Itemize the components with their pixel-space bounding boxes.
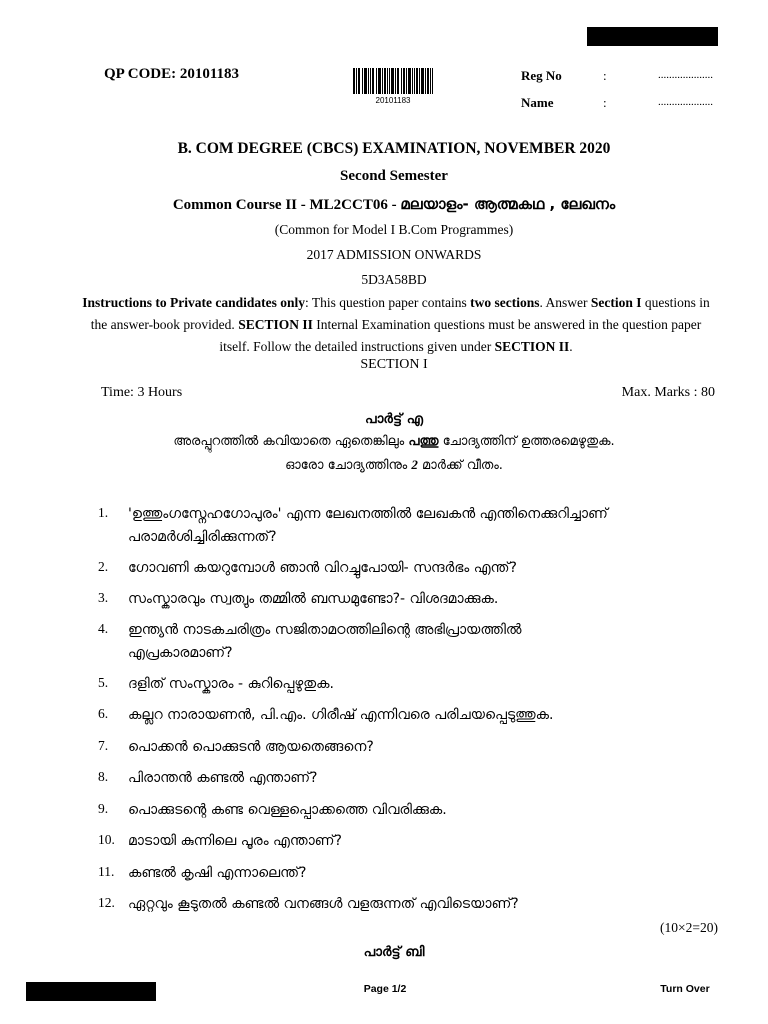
question-text: 'ഉത്തുംഗസ്നേഹഗോപുരം' എന്ന ലേഖനത്തിൽ ലേഖകൻ എന്തിനെക്കുറിച്ചാണ് പരാമർശിച്ചിരിക്കുന്നത്? [128,506,608,545]
name-field: .................... [658,96,713,108]
redaction-bottom [26,982,156,1001]
part-a-title: പാർട്ട് എ [365,411,423,427]
question-number: 9. [98,801,109,816]
question-number: 3. [98,590,109,605]
instr2-c: മാർക്ക് വീതം. [417,458,503,473]
instr2-b: 2 [411,457,418,472]
common-for: (Common for Model I B.Com Programmes) [274,222,514,237]
exam-title: B. COM DEGREE (CBCS) EXAMINATION, NOVEMBER 2020 [177,140,611,157]
question-text: ദളിത് സംസ്കാരം - കുറിപ്പെഴുതുക. [128,676,334,692]
instr-text-2: . Answer [539,295,591,310]
course-code: Common Course II - ML2CCT06 - [172,197,401,213]
instr-text-5: . [569,339,573,354]
course-title [40,195,748,214]
instr-bold-5: SECTION II [494,339,570,354]
instr1-a: അരപ്പുറത്തിൽ കവിയാതെ ഏതെങ്കിലും [173,434,409,449]
instr2-a: ഓരോ ചോദ്യത്തിനും [285,458,412,473]
time-allowed: Time: 3 Hours [101,385,183,400]
question-text: ഏറ്റവും കൂടുതൽ കണ്ടൽ വനങ്ങൾ വളരുന്നത് എവിടെയാണ്? [128,896,519,912]
name-label: Name [521,95,554,110]
question-text: കല്ലറ നാരായണൻ, പി.എം. ഗിരീഷ് എന്നിവരെ പരിചയപ്പെടുത്തുക. [128,707,554,723]
part-a-instruction-2 [40,457,748,473]
reg-no-label: Reg No [521,68,562,83]
private-candidate-instructions [78,292,714,358]
instr1-c: ചോദ്യത്തിന് ഉത്തരമെഴുതുക. [438,434,615,449]
name-colon: : [603,95,607,110]
course-name-ml: മലയാളം- ആത്മകഥ , ലേഖനം [400,195,616,213]
question-number: 12. [98,895,115,910]
question-number: 8. [98,769,109,784]
question-text: പൊക്കുടന്റെ കണ്ട വെള്ളപ്പൊക്കത്തെ വിവരിക്കുക. [128,802,447,818]
semester-title: Second Semester [340,168,448,184]
question-number: 4. [98,621,109,636]
question-text: സംസ്കാരവും സ്വത്വും തമ്മിൽ ബന്ധമുണ്ടോ?- വിശദമാക്കുക. [128,591,499,607]
question-text: ഗോവണി കയറുമ്പോൾ ഞാൻ വിറച്ചുപോയി- സന്ദർഭം എന്ത്? [128,560,517,576]
instr-text-1: : This question paper contains [305,295,471,310]
part-a-instruction-1 [40,434,748,449]
admission-line: 2017 ADMISSION ONWARDS [306,247,482,262]
barcode-number: 20101183 [375,96,411,105]
reg-no-field: .................... [658,69,713,81]
instr-bold-3: Section I [590,295,642,310]
barcode-icon [353,68,433,94]
paper-code: 5D3A58BD [361,272,427,287]
reg-no-colon: : [603,68,607,83]
turn-over: Turn Over [660,983,710,995]
question-number: 6. [98,706,109,721]
max-marks: Max. Marks : 80 [621,385,715,400]
question-number: 5. [98,675,109,690]
part-b-title: പാർട്ട് ബി [363,944,425,960]
instr-bold-2: two sections [470,295,540,310]
question-number: 7. [98,738,109,753]
question-text: പൊക്കൻ പൊക്കുടൻ ആയതെങ്ങനെ? [128,739,374,755]
instr-text-3: questions in the answer-book provided. [90,295,710,332]
qp-code: QP CODE: 20101183 [104,66,240,82]
question-number: 2. [98,559,109,574]
question-number: 10. [98,832,115,847]
section-one-title: SECTION I [360,357,428,372]
question-text: ഇന്ത്യൻ നാടകചരിത്രം സജിതാമഠത്തിലിന്റെ അഭിപ്രായത്തിൽ എപ്രകാരമാണ്? [128,622,522,661]
instr-bold-1: Instructions to Private candidates only [82,295,305,310]
redaction-top [587,27,718,46]
instr-bold-4: SECTION II [238,317,313,332]
instr-text-4: Internal Examination questions must be answered in the question paper itself. Follow the detailed instructions given under [219,317,702,354]
instr1-b: പത്തു [408,434,439,449]
question-number: 11. [98,864,115,879]
page-number: Page 1/2 [363,983,407,995]
question-number: 1. [98,505,109,520]
question-text: പിരാന്തൻ കണ്ടൽ എന്താണ്? [128,770,318,786]
question-text: കണ്ടൽ കൃഷി എന്നാലെന്ത്? [128,865,307,881]
marks-tally: (10×2=20) [660,920,718,935]
question-text: മാടായി കുന്നിലെ പൂരം എന്താണ്? [128,833,342,849]
